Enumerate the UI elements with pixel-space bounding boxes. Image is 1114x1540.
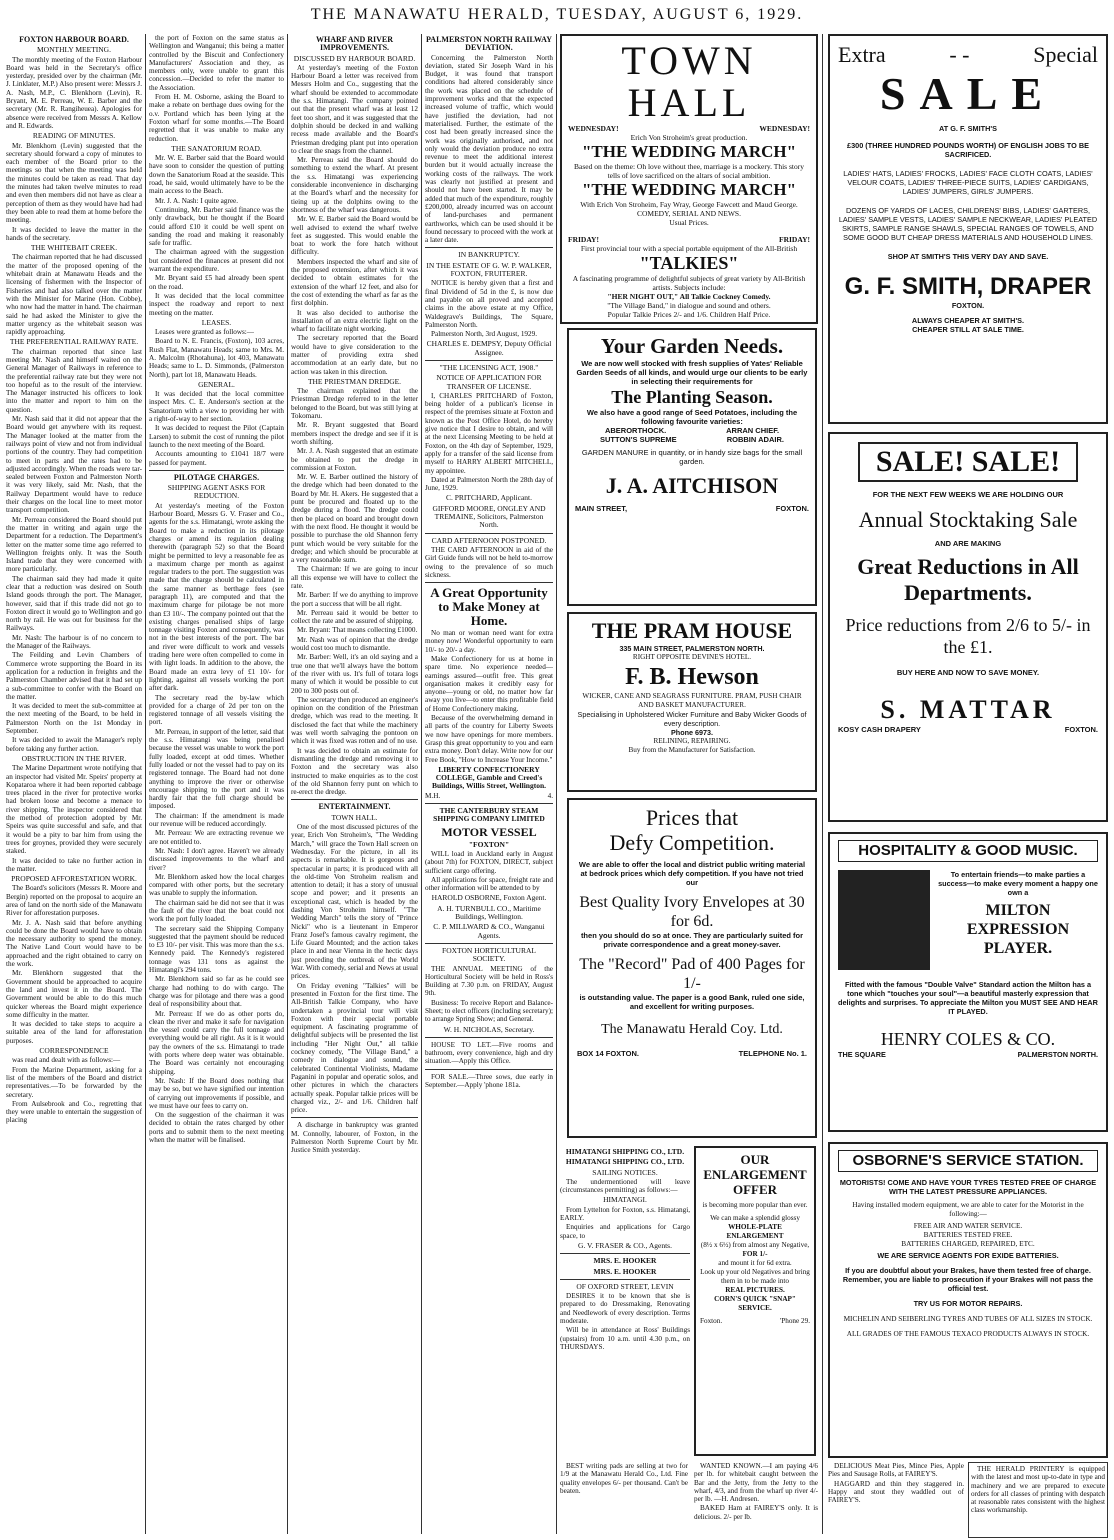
paragraph: Mr. Blenkhorn (Levin) suggested that the secretary should forward a copy of minutes to each member of the Board prior to the meetings so that when the meeting was held the minutes could be taken as read. That day the minutes had taken twelve minutes to read and even then members did not have as clear a perception of them as they would have had had they been able to read them at home before the meeting. (6, 141, 142, 225)
ad-text: Fitted with the famous "Double Valve" Standard action the Milton has a tone which "touches your soul"—a beautiful masterly expression that delights and surprises. To appreciate the Milton you MUST SEE AND HEAR IT PLAYED. (838, 980, 1098, 1016)
paragraph: From the Marine Department, asking for a list of the members of the Board and district representatives.—To be forwarded by the secretary. (6, 1065, 142, 1099)
paragraph: Mr. W. E. Barber said the Board would be well advised to extend the wharf twelve feet as suggested. This would enable the boat to work the fore hatch without difficulty. (291, 215, 418, 257)
paragraph: The chairman reported that since last meeting Mr. Nash and himself waited on the General Manager of Railways in reference to the preferential railway rate but they were not too hopeful as to the result of the interview. The Manager instructed his officers to look into the matter and report to him on the question. (6, 347, 142, 414)
paragraph: No man or woman need want for extra money now! Wonderful opportunity to earn 10/- to 20/- a day. (425, 629, 553, 654)
town: FOXTON. (775, 504, 809, 513)
paragraph: It was also decided to authorise the installation of an extra electric light on the wharf to facilitate night working. (291, 308, 418, 334)
day-row (568, 235, 810, 244)
paragraph: Accounts amounting to £1041 18/7 were passed for payment. (149, 450, 284, 467)
ad-title-dashes: - - (949, 42, 970, 67)
ad-title: Defy Competition. (609, 830, 775, 855)
column-railway (425, 34, 553, 1536)
ad-heading: THE CANTERBURY STEAM SHIPPING COMPANY LIMITED (433, 806, 545, 824)
paragraph: WILL load in Auckland early in August (about 7th) for FOXTON, DIRECT, subject sufficient cargo offering. (425, 849, 553, 875)
ad-text: If you are doubtful about your Brakes, have them tested free of charge. Remember, you are liable to prosecution if your Brakes will not pass the official test. (842, 1266, 1094, 1293)
classified: THE HERALD PRINTERY is equipped with the latest and most up-to-date in type and machinery and we are prepared to execute orders for all classes of printing with despatch at reasonable rates consistent with the highest class workmanship. (971, 1465, 1105, 1515)
paragraph: Mr. Barber: Well, it's an old saying and a true one that we'll always have the bottom of the river with us. It's full of totara logs many of which it would be possible to cut 200 to 300 posts out of. (291, 653, 418, 695)
ad-text: SHOP AT SMITH'S THIS VERY DAY AND SAVE. (887, 252, 1049, 261)
paragraph: Mr. Blenkhorn asked how the local charges compared with other ports, but the secretary was unable to supply the information. (149, 872, 284, 898)
contact-row (700, 1317, 810, 1326)
envelope-offer: Best Quality Ivory Envelopes at 30 for 6d. (579, 894, 805, 930)
small-ads-right (828, 1462, 964, 1538)
business-name: MRS. E. HOOKER (593, 1256, 657, 1266)
printery-ad (968, 1462, 1108, 1538)
signature: HAROLD OSBORNE, Foxton Agent. (431, 893, 547, 903)
section-heading: IN BANKRUPTCY. (458, 250, 520, 260)
paragraph: Enquiries and applications for Cargo space, to (560, 1223, 690, 1240)
talkies-title: "TALKIES" (639, 253, 739, 273)
paragraph: the port of Foxton on the same status as Wellington and Wanganui; this being a matter controlled by the Biscuit and Confectionery Manufacturers' Association and they, as members only, were unable to grant this concession.—Decided to refer the matter to the Association. (149, 34, 284, 92)
tour-text: First provincial tour with a special portable equipment of the All-British (580, 244, 798, 253)
section-heading: HIMATANGI SHIPPING CO., LTD. (565, 1147, 685, 1156)
business-name: S. MATTAR (880, 695, 1056, 724)
paragraph: Mr. Perreau said the Board should do something to extend the wharf. At present the s.s. Himatangi was experiencing considerable inconvenience in discharging at the Board's wharf and the necessity for tieing up at the dolphins owing to the shortness of the wharf was dangerous. (291, 156, 418, 214)
ad-text: then you should do so at once. They are particularly suited for private correspondence and a great money-saver. (580, 931, 804, 949)
tagline: ALWAYS CHEAPER AT SMITH'S. (911, 316, 1025, 325)
article-title: FOXTON HARBOUR BOARD. (19, 35, 129, 44)
ad-title: Your Garden Needs. (600, 334, 784, 358)
column-rule (287, 34, 288, 1534)
masthead: THE MANAWATU HERALD, TUESDAY, AUGUST 6, 1929. (310, 6, 804, 23)
section-heading: HIMATANGI SHIPPING CO., LTD. (565, 1157, 685, 1167)
divider (425, 943, 553, 944)
paragraph: Palmerston North, 3rd August, 1929. (431, 330, 538, 339)
film-title: "THE WEDDING MARCH" (581, 180, 797, 199)
ad-text: We also have a good range of Seed Potatoes, including the following favourite varieties: (586, 408, 798, 426)
article-subtitle: DISCUSSED BY HARBOUR BOARD. (293, 53, 416, 63)
po-box: BOX 14 FOXTON. (577, 1049, 639, 1058)
divider (560, 1253, 690, 1254)
paragraph: Business: To receive Report and Balance-Sheet; to elect officers (including secretary); to arrange Spring Show; and General. (425, 998, 553, 1024)
ad-text: GARDEN MANURE in quantity, or in handy size bags for the small garden. (581, 448, 803, 466)
section-heading: OBSTRUCTION IN THE RIVER. (21, 753, 127, 763)
address-row (838, 1050, 1098, 1059)
ad-text: MICHELIN AND SEIBERLING TYRES AND TUBES OF ALL SIZES IN STOCK. (843, 1314, 1093, 1323)
signature: W. H. NICHOLAS, Secretary. (443, 1024, 535, 1034)
divider (425, 1037, 553, 1038)
article-title: PALMERSTON NORTH RAILWAY DEVIATION. (426, 35, 552, 53)
column-rule (822, 34, 823, 1534)
ad-title: OSBORNE'S SERVICE STATION. (838, 1150, 1098, 1172)
ad-text: (8½ x 6½) from almost any Negative, (700, 1241, 810, 1249)
divider (291, 799, 418, 800)
paragraph: It was decided to leave the matter in the hands of the secretary. (6, 225, 142, 242)
smith-sale-ad (828, 34, 1108, 424)
ad-text: is outstanding value. The paper is a good Bank, ruled one side, and excellent for writing purposes. (579, 993, 805, 1011)
paragraph: NOTICE is hereby given that a first and final Dividend of 5d in the £, is now due and payable on all proved and accepted claims in the above estate at my Office, Waldegrave's Buildings, The Square, Palmerston North. (425, 279, 553, 329)
divider (425, 803, 553, 804)
small-ads-mid (694, 1462, 818, 1538)
article-title: ENTERTAINMENT. (318, 802, 391, 812)
paragraph: The secretary reported that the Board would have to give consideration to the matter of providing extra shed accommodation at an early date, but no action was taken in this direction. (291, 334, 418, 376)
variety-row (575, 426, 809, 435)
classified: HAGGARD and thin they staggered in. Happy and stout they waddled out of FAIREY'S. (828, 1479, 964, 1505)
film-blurb: Based on the theme: Oh love without thee, marriage is a mockery. This story tells of love sacrificed on the altars of social ambition. (574, 162, 804, 180)
tagline: CHEAPER STILL AT SALE TIME. (912, 325, 1024, 334)
day-row (568, 124, 810, 133)
paragraph: The Feilding and Levin Chambers of Commerce wrote supporting the Board in its application for a reduction in freights and the Palmerston Chamber advised that it had set up a sub-committee to confer with the Board on the matter. (6, 651, 142, 701)
column-wharf (291, 34, 418, 1536)
day-label: WEDNESDAY! (759, 124, 810, 133)
milton-player-ad (828, 832, 1108, 1132)
service-item: BATTERIES CHARGED, REPAIRED, ETC. (901, 1239, 1035, 1248)
ad-text: To entertain friends—to make parties a success—to make every moment a happy one own a (938, 870, 1098, 897)
service-item: BATTERIES TESTED FREE. (923, 1230, 1013, 1239)
divider (560, 1279, 690, 1280)
town-hall-ad (560, 34, 818, 324)
column-rule (421, 34, 422, 1534)
paragraph: Because of the overwhelming demand in all parts of the country for Liberty Sweets we now have openings for more members. Grasp this great opportunity to you and earn extra money. Don't delay. Write now for our Free Book, "How to Increase Your Income." (425, 714, 553, 764)
paragraph: The chairman: If the amendment is made our revenue will be reduced accordingly. (149, 811, 284, 829)
ad-text: £300 (THREE HUNDRED POUNDS WORTH) OF ENGLISH JOBS TO BE SACRIFICED. (847, 141, 1089, 159)
variety: ARRAN CHIEF. (726, 426, 780, 435)
paragraph: It was decided to meet the sub-committee at the next meeting of the Board, to be held in Palmerston North on the 1st Monday in September. (6, 702, 142, 736)
film-title: "THE WEDDING MARCH" (581, 142, 797, 161)
section-heading: CARD AFTERNOON POSTPONED. (431, 535, 547, 545)
classified: FOR SALE.—Three sows, due early in September.—Apply 'phone 181a. (425, 1072, 553, 1090)
signature: C. PRITCHARD, Applicant. (445, 493, 533, 503)
divider (425, 533, 553, 534)
column-shipping (560, 1146, 690, 1466)
programme-text: A fascinating programme of delightful subjects of great variety by All-British artists. Subjects include: (572, 274, 806, 292)
business-name: J. A. AITCHISON (605, 473, 779, 498)
business-name: CORN'S QUICK "SNAP" SERVICE. (714, 1295, 796, 1312)
article-subtitle: SHIPPING AGENT ASKS FOR REDUCTION. (167, 483, 266, 501)
ad-subtitle: Great Reductions in All Departments. (857, 554, 1079, 605)
offer-title: REAL PICTURES. (725, 1286, 785, 1294)
divider (425, 582, 553, 583)
paragraph: Mr. Perreau said it would be better to collect the rate and be assured of shipping. (291, 608, 418, 626)
address-row (838, 725, 1098, 734)
paragraph: From Lyttelton for Foxton, s.s. Himatangi, EARLY. (560, 1205, 690, 1223)
paragraph: The secretary said the Shipping Company suggested that the payment should be reduced to £3 10/- per visit. This was more than the s.s. Kennedy paid. The Kennedy's registered tonnage was 131 tons as against the Himatangi's 294 tons. (149, 924, 284, 975)
mattar-sale-ad (828, 432, 1108, 822)
paragraph: Mr. Nash: I don't agree. Haven't we already discussed improvements to the wharf and river? (149, 846, 284, 872)
ad-text: and mount it for 6d extra. (718, 1259, 792, 1267)
signature: CHARLES E. DEMPSY, Deputy Official Assignee. (426, 339, 552, 357)
section-heading: THE PRIESTMAN DREDGE. (307, 376, 402, 386)
ad-title: A Great Opportunity to Make Money at Home. (430, 585, 548, 629)
section-heading: FOXTON HORTICULTURAL SOCIETY. (442, 945, 536, 964)
signature: C. P. MILLWARD & CO., Wanganui Agents. (433, 922, 545, 940)
prices-text: Usual Prices. (669, 218, 709, 227)
ad-text: DOZENS OF YARDS OF LACES, CHILDRENS' BIBS, LADIES' GARTERS, LADIES' SAMPLE VESTS, LADIES' SAMPLE NECKWEAR, LADIES' PLEATED SKIRTS, SAMPLE RANGE SHAWLS, SPECIAL RANGES OF TOWELS, AND SOME GOOD BUT CHEAP DRESS MATERIALS AND HOUSEHOLD LINES. (838, 206, 1098, 242)
offer-title: WHOLE-PLATE ENLARGEMENT (726, 1223, 784, 1240)
paragraph: Mr. Barber: If we do anything to improve the port a success that will be all right. (291, 591, 418, 608)
ad-text: TRY US FOR MOTOR REPAIRS. (913, 1299, 1023, 1308)
paragraph: Board to N. E. Francis, (Foxton), 103 acres, Rush Flat, Manawatu Heads; same to Mrs. M. A. Malcolm (Rhotahuna), lot 403, Manawatu Heads; same to L. D. Simmonds, (Palmerston North), part lot 18, Manawatu Heads. (149, 337, 284, 379)
variety-row (575, 435, 809, 444)
classified: BAKED Ham at FAIREY'S only. It is delicious. 2/- per lb. (694, 1504, 818, 1521)
paragraph: The chairman reported that he had discussed the matter of the proposed opening of the whitebait drain at Manawatu Heads and the licensing of fishermen with the Inspector of Fisheries and had also talked over the matter with the Minister for Marine (Hon. Cobbe), who now had the matter in hand. The chairman said he had asked the Minister to give the matter urgency as the whitebait season was rapidly approaching. (6, 253, 142, 337)
ad-text: MOTORISTS! COME AND HAVE YOUR TYRES TESTED FREE OF CHARGE WITH THE LATEST PRESSURE APPLIANCES. (839, 1178, 1097, 1196)
ad-text: We are able to offer the local and district public writing material at bedrock prices which defy competition. If you have not tried our (578, 860, 806, 887)
classified: HOUSE TO LET.—Five rooms and bathroom, every convenience, high and dry situation.—Apply this Office. (425, 1040, 553, 1066)
ad-text: RELINING, REPAIRING. (653, 737, 731, 745)
address-row (575, 504, 809, 513)
business-name: HENRY COLES & CO. (880, 1029, 1056, 1049)
divider (425, 247, 553, 248)
paragraph: All applications for space, freight rate and other information will be attended to by (425, 875, 553, 893)
paragraph: Mr. J. A. Nash suggested that an estimate be obtained to put the dredge in commission at Foxton. (291, 447, 418, 472)
paragraph: The Marine Department wrote notifying that an inspector had visited Mr. Speirs' property at Kopataroa where it had been reported cabbage trees placed in the river for protective works had broken loose and become a menace to river shipping. The inspector considered that the method of protection adopted by Mr. Speirs was quite successful and safe, and that it would be a pity to bar him from using the trees for groynes, provided they were securely staked. (6, 764, 142, 856)
business-name: MRS. E. HOOKER (593, 1266, 657, 1276)
paragraph: On Friday evening "Talkies" will be presented in Foxton for the first time. The All-British Talkie Company, who have undertaken a provincial tour will visit Foxton with their special portable equipment. A fascinating programme of delightful subjects will be presented the list including "Her Night Out," all talkie cockney comedy, "The Village Band," a comedy in dialogue and sound, the celebrated Continental Violinists, Madame Paganini in popular and operatic solos, and other pictures in which the characters actually speak. Popular talkie prices will be charged viz., 2/- and 1/6. Children half price. (291, 981, 418, 1115)
town: FOXTON. (951, 301, 985, 310)
ad-text: ALL GRADES OF THE FAMOUS TEXACO PRODUCTS ALWAYS IN STOCK. (846, 1329, 1090, 1338)
paragraph: Mr. Perreau, in support of the letter, said that the s.s. Himatangi was being penalised because the vessel was unable to work the port fully loaded, except at odd times. Whether fully loaded or not the vessel had to pay on its registered tonnage. The Board had not done anything to improve the river or otherwise encourage shipping to the port and it was hardly fair that the full charge should be imposed. (149, 727, 284, 811)
ad-code-text: M.H. (425, 791, 441, 800)
section-heading: READING OF MINUTES. (32, 131, 116, 141)
ad-title: MOTOR VESSEL (441, 824, 537, 839)
section-heading: THE WHITEBAIT CREEK. (30, 243, 118, 253)
town: Foxton. (700, 1317, 723, 1325)
paragraph: Members inspected the wharf and site of the proposed extension, after which it was decided to obtain estimates for the extension of the wharf 12 feet, and also for the cost of extending the wharf as far as the first dolphin. (291, 257, 418, 308)
ad-text: LADIES' HATS, LADIES' FROCKS, LADIES' FACE CLOTH COATS, LADIES' VELOUR COATS, LADIES' THREE-PIECE SUITS, LADIES' CARDIGANS, LADIES' JUMPERS, GIRLS' JUMPERS. (843, 169, 1093, 196)
classified: DELICIOUS Meat Pies, Mince Pies, Apple Pies and Sausage Rolls, at FAIREY'S. (828, 1462, 964, 1479)
paragraph: Mr. J. A. Nash said that before anything could be done the Board would have to obtain the necessary authority to spend the money. The Native Land Court would have to be approached and the right obtained to carry on the work. (6, 918, 142, 969)
paragraph: At yesterday's meeting of the Foxton Harbour Board a letter was received from Messrs Holm and Co., suggesting that the wharf should be extended to accommodate the s.s. Himatangi. The company pointed out that the present wharf was at least 12 feet too short, and it was suggested that the dolphin should be decked in and walking recess made available and the Board's Priestman dredging plant put into operation to clear the snags from the channel. (291, 63, 418, 155)
paragraph: Mr. W. E. Barber said that the Board would have soon to consider the question of putting down the Sanatorium Road at the seaside. This road, he said, would ultimately have to be the main access to the Beach. (149, 154, 284, 196)
street: THE SQUARE (838, 1050, 886, 1059)
signature: A. H. TURNBULL CO., Maritime Buildings, Wellington. (437, 903, 541, 922)
address-note: RIGHT OPPOSITE DEVINE'S HOTEL. (632, 653, 752, 661)
paragraph: Concerning the Palmerston North deviation, stated Sir Joseph Ward in his Budget, it was found that transport conditions had altered considerably since the work was placed on the schedule of improvement works and that the expected increased volume of traffic, which would have justified the deviation, had not materialised. Further, the estimate of the cost had been greatly increased since the work was originally authorised, and not only would the deviation produce no extra revenue to meet the additional interest burden but it would actually increase the working costs of the railways. The work was clearly not justified at present and should not have been started. It may be added that much of the expenditure, roughly £200,000, already incurred was on account of land-purchases and permanent earthworks, which can be used should it be found necessary to proceed with the work at a later date. (425, 53, 553, 245)
column-rule (145, 34, 146, 1534)
price-reduction: Price reductions from 2/6 to 5/- in the £1. (845, 615, 1091, 657)
ad-title-row (838, 42, 1098, 68)
paragraph: Mr. Nash said that it did not appear that the Board would get anywhere with its request. The Manager looked at the matter from the railways point of view and not from individual portions of the country. They had competition to meet in parts and the rates had to be adjusted accordingly. When the roads were tar-sealed between Foxton and Palmerston North it was very likely, said Mr. Nash, that the Railway Department would have to reduce their charges on the local line to meet motor transport competition. (6, 415, 142, 515)
herald-stationery-ad (567, 798, 817, 1138)
ad-text: Having installed modern equipment, we are able to cater for the Motorist in the following:— (852, 1200, 1084, 1218)
company-name: The Manawatu Herald Coy. Ltd. (601, 1022, 783, 1037)
section-heading: GENERAL. (198, 379, 235, 389)
paragraph: Mr. Bryant: That means collecting £1000. (297, 626, 418, 635)
paragraph: The Chairman: If we are going to incur all this expense we will have to collect the rate. (291, 565, 418, 590)
paragraph: One of the most discussed pictures of the year, Erich Von Stroheim's, "The Wedding March," will grace the Town Hall screen on Wednesday. For the picture, in all its aspects is remarkable. It is gorgeous and spectacular in parts; it is produced with all the old-time Von Stroheim realism and attention to detail; it has a story of unusual scope and power; and it presents an exceptional cast, which is headed by the dashing Von Stroheim himself. "The Wedding March" tells the story of "Prince Nicki" who is a lieutenant in Emperor Franz Josef's famous cavalry regiment, the Life Guard Mounted; and the action takes place in and near Vienna in the hectic days just preceding the outbreak of the World War. With comedy, serial and News at usual prices. (291, 823, 418, 981)
business-name: G. F. SMITH, DRAPER (844, 273, 1092, 300)
address: OF OXFORD STREET, LEVIN (576, 1281, 674, 1291)
ad-subtitle: Annual Stocktaking Sale (858, 507, 1078, 532)
intro-text: Erich Von Stroheim's great production. (630, 133, 748, 142)
ad-number: 4. (547, 791, 553, 800)
offer-price: FOR 1/- (742, 1250, 768, 1258)
ad-subtitle: AT G. F. SMITH'S (939, 124, 997, 133)
paragraph: The secretary then produced an engineer's opinion on the condition of the Priestman dredge, which was read to the meeting. It disclosed the fact that while the machinery was well worth salvaging the pontoon on which it was fixed was rotten and of no use. (291, 695, 418, 746)
ad-title: SALE! SALE! (858, 442, 1078, 482)
ad-text: Specialising in Upholstered Wicker Furniture and Baby Wicker Goods of every description. (577, 710, 807, 728)
day-label: FRIDAY! (568, 235, 599, 244)
telephone: 'Phone 29. (779, 1317, 810, 1325)
paragraph: The chairman explained that the Priestman Dredge referred to in the letter belonged to the Board, but was still lying at Tokomaru. (291, 387, 418, 421)
paragraph: It was decided to obtain an estimate for dismantling the dredge and removing it to Foxton and the secretary was also instructed to make enquiries as to the cost of the old Shannon ferry punt on which to re-erect the dredge. (291, 746, 418, 797)
paragraph: It was decided that the local committee inspect Mrs. C. E. Anderson's section at the Sanatorium with a view to providing her with a right-of-way to her section. (149, 390, 284, 424)
paragraph: Will be in attendance at Ross' Buildings (upstairs) from 10 a.m. until 4.30 p.m., on THURSDAYS. (560, 1326, 690, 1351)
section-heading: PROPOSED AFFORESTATION WORK. (11, 874, 137, 884)
paragraph: Mr. Blenkhorn suggested that the Government should be approached to acquire the land and invest it in the Board. The Government would be able to do this much quicker whereas the Board might experience some difficulty in the matter. (6, 969, 142, 1019)
variety: ABERORTHOCK. (604, 426, 667, 435)
address: 335 MAIN STREET, PALMERSTON NORTH. (619, 644, 765, 653)
ship-name: "FOXTON" (468, 839, 510, 849)
paragraph: A discharge in bankruptcy was granted M. Connolly, labourer, of Foxton, in the Palmerston North Supreme Court by Mr. Justice Smith yesterday. (291, 1121, 418, 1155)
day-label: WEDNESDAY! (568, 124, 619, 133)
ad-body (838, 870, 1098, 970)
piano-image (838, 870, 930, 970)
support-text: COMEDY, SERIAL AND NEWS. (637, 209, 741, 218)
pram-house-ad (567, 612, 817, 792)
section-heading: LEASES. (201, 317, 232, 327)
phone: Phone 6973. (671, 728, 713, 737)
paragraph: It was decided to take steps to acquire a suitable area of the land for afforestation purposes. (6, 1020, 142, 1045)
divider (425, 360, 553, 361)
ad-text: We can make a splendid glossy (710, 1214, 800, 1222)
paragraph: At yesterday's meeting of the Foxton Harbour Board, Messrs G. V. Fraser and Co., agents for the s.s. Himatangi, wrote asking the Board to make a reduction in its pilotage charges or amend its regulation dealing therewith (paragraph 52) so that the Board might be permitted to levy a reasonable fee as a maximum charge per month as against regular traders to the port. The suggestion was made that the charge should be calculated in the same manner as berthage fees (see paragraph 11), are computed and that the maximum charge for pilotage be not more than £3 10/-. The company pointed out that the existing charges penalised ships of large tonnage visiting Foxton and consequently, was not in the best interests of the port. The bar and river were difficult to work and vessels trading here were often compelled to come in with light loads. In addition to the above, the Board made an extra levy of £1 10/- for lighting, against all vessels working the port after dark. (149, 501, 284, 693)
paragraph: The undermentioned will leave (circumstances permitting) as follows:— (560, 1177, 690, 1195)
section-heading: "THE LICENSING ACT, 1908." (439, 362, 539, 372)
paragraph: Make Confectionery for us at home in spare time. No experience needed—earnings assured—outfit free. This great organisation makes it credibly easy for anyone—young or old, no matter how far away you live—to enter this profitable field of Home Confectionery making. (425, 655, 553, 713)
column-harbour-board (6, 34, 142, 1536)
ad-title-word: Extra (838, 42, 886, 67)
ad-text: AND ARE MAKING (934, 539, 1002, 548)
section-heading: NOTICE OF APPLICATION FOR TRANSFER OF LICENSE. (436, 373, 542, 391)
paragraph: Mr. Nash was of opinion that the dredge would cost too much to dismantle. (291, 635, 418, 653)
paragraph: Continuing, Mr. Barber said finance was the only drawback, but he thought if the Board could afford £10 it could be well spent on sanding the road and making it reasonably safe for traffic. (149, 205, 284, 248)
paragraph: The monthly meeting of the Foxton Harbour Board was held in the Secretary's office yesterday, presided over by the chairman (Mr. J. Linklater, M.P.) Also present were: Messrs J. A. Nash, M.P., C. Blenkhorn (Levin), R. Bryant, M. E. Perreau, W. E. Barber and the secretary (Mr. R. Rangiheuea). Apologies for absence were received from Messrs A. Kellow and R. Edwards. (6, 55, 142, 130)
article-title: PILOTAGE CHARGES. (173, 472, 260, 482)
paragraph: Mr. Perreau considered the Board should put the matter in writing and again urge the Department for a reduction. The Department's letter on the matter some time ago referred to Wellington freights only. It was the South Island trade that they were concerned with more particularly. (6, 515, 142, 574)
service-item: WE ARE SERVICE AGENTS FOR EXIDE BATTERIES. (877, 1251, 1059, 1260)
programme-item: "HER NIGHT OUT," All Talkie Cockney Comedy. (607, 292, 771, 301)
ad-code (425, 792, 553, 800)
paragraph: The Board's solicitors (Messrs R. Moore and Bergin) reported on the proposal to acquire an area of land on the north side of the Manawatu River for afforestation purposes. (6, 884, 142, 918)
small-ads-left (560, 1462, 688, 1538)
section-heading: IN THE ESTATE OF G. W. P. WALKER, FOXTON, FRUITERER. (426, 260, 552, 279)
column-rule (556, 34, 557, 1534)
programme-item: "The Village Band," in dialogue and sound and others. (607, 301, 771, 310)
garden-ad (567, 328, 817, 606)
paragraph: From Aulsebrook and Co., regretting that they were unable to entertain the suggestion of placing (6, 1099, 142, 1125)
ad-text: is becoming more popular than ever. (702, 1201, 808, 1209)
divider (425, 1069, 553, 1070)
paragraph: Mr. J. A. Nash: I quite agree. (155, 196, 239, 205)
street: MAIN STREET, (575, 504, 628, 513)
ad-text: WICKER, CANE AND SEAGRASS FURNITURE. PRAM, PUSH CHAIR AND BASKET MANUFACTURER. (582, 692, 802, 709)
ad-title: Prices that (645, 805, 739, 830)
paragraph: The chairman agreed with the suggestion but considered the finances at present did not warrant the expenditure. (149, 248, 284, 274)
paragraph: Mr. Blenkhorn said so far as he could see charge had nothing to do with cargo. The charge was for pilotage and there was a good deal of responsibility about that. (149, 975, 284, 1009)
enlargement-ad (694, 1146, 816, 1456)
paragraph: It was decided that the local committee inspect the roadway and report to next meeting on the matter. (149, 291, 284, 317)
paragraph: On the suggestion of the chairman it was decided to obtain the rates charged by other ports and to submit them to the next meeting when the matter will be finalised. (149, 1111, 284, 1144)
paragraph: Mr. R. Bryant suggested that Board members inspect the dredge and see if it is worth shifting. (291, 421, 418, 446)
paragraph: From H. M. Osborne, asking the Board to make a rebate on berthage dues owing for the o.v. Portland which has been lying at the Foxton wharf for some months.—The Board regretted that it was unable to make any reduction. (149, 93, 284, 143)
paragraph: Mr. W. E. Barber outlined the history of the dredge which had been donated to the Board by Mr. H. Akers. He suggested that a punt be procured and floated up to the dredge during a flood. The dredge could then be placed on board and brought down with the next flood. He thought it would be possible to purchase the old Shannon ferry punt which would be very suitable for the dredge; and which should be procurable at a very reasonable sum. (291, 473, 418, 565)
paragraph: The chairman said they had made it quite clear that a reduction was desired on South Island goods through the port. The Manager, however, said that if this trade did not go to Foxton direct it would go to Wellington and go north by rail. He was out for business for the Railways. (6, 574, 142, 633)
ad-title-word: Special (1033, 42, 1098, 67)
paragraph: It was decided to await the Manager's reply before taking any further action. (6, 736, 142, 753)
ship-name: HIMATANGI. (603, 1195, 647, 1205)
article-subtitle: MONTHLY MEETING. (37, 45, 111, 55)
paragraph: was read and dealt with as follows:— (12, 1056, 121, 1065)
classified: BEST writing pads are selling at two for 1/9 at the Manawatu Herald Co., Ltd. Fine quality envelopes 6/- per thousand. Can't be beaten. (560, 1462, 688, 1495)
paragraph: Leases were granted as follows:— (155, 328, 254, 337)
paragraph: Mr. Bryant said £5 had already been spent on the road. (149, 274, 284, 291)
paragraph: Mr. Perreau: If we do as other ports do, clean the river and make it safe for navigation the vessel could carry the full tonnage and everything would be all right. As it is it would pay the owners of the s.s. Himatangi to trade with ports where deep water was obtainable. The Board was certainly not encouraging shipping. (149, 1009, 284, 1076)
ad-title: TOWN HALL (621, 38, 757, 125)
store-name: KOSY CASH DRAPERY (838, 725, 921, 734)
divider (149, 470, 284, 471)
town: FOXTON. (1064, 725, 1098, 734)
section-heading: CORRESPONDENCE (39, 1046, 109, 1056)
ad-text: Look up your old Negatives and bring them in to be made into (700, 1268, 810, 1285)
sale-title: SALE (879, 68, 1057, 119)
ad-copy (938, 870, 1098, 970)
paragraph: THE ANNUAL MEETING of the Horticultural Society will be held in Ross's Building at 7.30 p.m. on FRIDAY, August 9th. (425, 964, 553, 998)
ad-text: FOR THE NEXT FEW WEEKS WE ARE HOLDING OUR (872, 490, 1064, 499)
pad-offer: The "Record" Pad of 400 Pages for 1/- (579, 956, 805, 992)
paragraph: Mr. Perreau: We are extracting revenue we are not entitled to. (149, 829, 284, 846)
variety: SUTTON'S SUPREME (600, 435, 677, 444)
product-name: MILTON EXPRESSION PLAYER. (966, 902, 1070, 957)
section-heading: THE PREFERENTIAL RAILWAY RATE. (9, 337, 139, 347)
paragraph: It was decided to take no further action in the matter. (6, 856, 142, 873)
cast-text: With Erich Von Stroheim, Fay Wray, George Fawcett and Maud George. (580, 200, 798, 209)
variety: ROBBIN ADAIR. (726, 435, 784, 444)
column-harbour-board-cont (149, 34, 284, 1536)
ad-title: OUR ENLARGEMENT OFFER (703, 1152, 807, 1197)
paragraph: THE CARD AFTERNOON in aid of the Girl Guide funds will not be held to-morrow owing to the prevalence of so much sickness. (425, 545, 553, 579)
paragraph: Mr. Nash: If the Board does nothing that may be so, but we have signified our intention of carrying out improvements if possible, and we must have our fees to carry on. (149, 1076, 284, 1110)
paragraph: Mr. Nash: The harbour is of no concern to the Manager of the Railways. (6, 633, 142, 651)
ad-text: Buy from the Manufacturer for Satisfaction. (628, 746, 756, 754)
business-name: F. B. Hewson (625, 664, 759, 690)
paragraph: It was decided to request the Pilot (Captain Larsen) to submit the cost of running the pilot launch to the next meeting of the Board. (149, 424, 284, 449)
service-item: FREE AIR AND WATER SERVICE. (913, 1221, 1023, 1230)
ad-text: We are now well stocked with fresh supplies of Yates' Reliable Garden Seeds of all kinds, and would urge our clients to be early in selecting their requirements for (576, 359, 808, 386)
town: PALMERSTON NORTH. (1017, 1050, 1098, 1059)
day-label: FRIDAY! (779, 235, 810, 244)
signature: GIFFORD MOORE, ONGLEY AND TREMAINE, Solicitors, Palmerston North. (432, 503, 546, 530)
paragraph: I, CHARLES PRITCHARD of Foxton, being holder of a publican's license in respect of the premises situate at Foxton and known as the Post Office Hotel, do hereby give notice that I desire to obtain, and will at the next Licensing Meeting to be held at Foxton, on the 4th day of September, 1929, apply for a transfer of the said license from myself to HARRY ALBERT MITCHELL, my appointee. (425, 391, 553, 475)
article-subtitle: TOWN HALL. (331, 812, 378, 822)
signature: G. V. FRASER & CO., Agents. (578, 1240, 672, 1250)
section-heading: THE SANATORIUM ROAD. (171, 143, 262, 153)
divider (291, 1117, 418, 1118)
prices-text: Popular Talkie Prices 2/- and 1/6. Children Half Price. (607, 310, 771, 319)
paragraph: Dated at Palmerston North the 28th day of June, 1929. (425, 475, 553, 493)
paragraph: The secretary read the by-law which provided for a charge of 2d per ton on the registered tonnage of all vessels visiting the port. (149, 693, 284, 727)
signature: LIBERTY CONFECTIONERY COLLEGE, Gamble and Creed's Buildings, Willis Street, Wellington. (431, 764, 547, 791)
ad-subtitle: The Planting Season. (611, 387, 773, 407)
classified: WANTED KNOWN.—I am paying 4/6 per lb. for whitebait caught between the Bar and the Jetty, from the Jetty to the wharf, 4/3, and from the wharf up river 4/- per lb. —H. Andresen. (694, 1462, 818, 1504)
paragraph: DESIRES it to be known that she is prepared to do Dressmaking, Renovating and Needlework of every description. Terms moderate. (560, 1292, 690, 1326)
contact-row (577, 1049, 807, 1058)
osborne-service-ad (828, 1142, 1108, 1458)
article-title: WHARF AND RIVER IMPROVEMENTS. (315, 35, 394, 53)
ad-title: THE PRAM HOUSE (591, 618, 793, 643)
telephone: TELEPHONE No. 1. (738, 1049, 807, 1058)
section-heading: SAILING NOTICES. (592, 1167, 658, 1177)
paragraph: The chairman said he did not see that it was the fault of the river that the boat could not work the port fully loaded. (149, 898, 284, 924)
ad-title: HOSPITALITY & GOOD MUSIC. (838, 840, 1098, 862)
ad-text: BUY HERE AND NOW TO SAVE MONEY. (896, 668, 1040, 677)
